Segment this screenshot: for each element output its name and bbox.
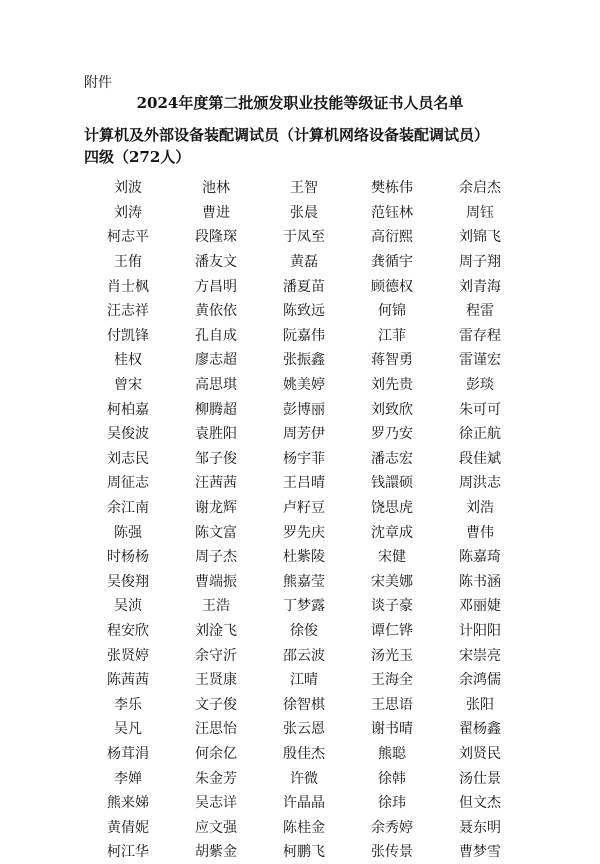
name-cell: 邓丽婕 <box>459 598 501 615</box>
name-row <box>84 544 524 569</box>
name-cell: 钱譞硕 <box>371 475 413 492</box>
name-cell: 谈子豪 <box>371 598 413 615</box>
name-cell: 熊聪 <box>378 745 406 762</box>
name-cell: 李乐 <box>114 696 142 713</box>
name-cell: 廖志超 <box>195 352 237 369</box>
name-row <box>84 691 524 716</box>
name-cell: 刘涛 <box>114 204 142 221</box>
name-cell: 江菲 <box>378 327 406 344</box>
name-cell: 余江南 <box>107 500 149 517</box>
name-row <box>84 470 524 495</box>
name-cell: 徐智棋 <box>283 696 325 713</box>
name-cell: 黄磊 <box>290 254 318 271</box>
name-cell: 周洪志 <box>459 475 501 492</box>
name-cell: 付凯锋 <box>107 327 149 344</box>
name-cell: 刘锦飞 <box>459 229 501 246</box>
name-cell: 陈书涵 <box>459 573 501 590</box>
name-cell: 程安欣 <box>107 622 149 639</box>
name-row <box>84 593 524 618</box>
name-cell: 于凤至 <box>283 229 325 246</box>
name-cell: 王智 <box>290 180 318 197</box>
name-cell: 胡紫金 <box>195 844 237 861</box>
name-cell: 饶思虎 <box>371 500 413 517</box>
name-cell: 范钰林 <box>371 204 413 221</box>
name-cell: 王侑 <box>114 254 142 271</box>
name-cell: 陈文富 <box>195 524 237 541</box>
name-cell: 汪茜茜 <box>195 475 237 492</box>
name-cell: 刘波 <box>114 180 142 197</box>
name-cell: 阮嘉伟 <box>283 327 325 344</box>
name-cell: 张传景 <box>371 844 413 861</box>
name-cell: 周子翔 <box>459 254 501 271</box>
name-cell: 陈茜茜 <box>107 672 149 689</box>
name-row <box>84 421 524 446</box>
name-row <box>84 323 524 348</box>
name-cell: 李婵 <box>114 770 142 787</box>
name-cell: 曹梦雪 <box>459 844 501 861</box>
name-cell: 卢籽豆 <box>283 500 325 517</box>
name-cell: 文子俊 <box>195 696 237 713</box>
name-row <box>84 200 524 225</box>
name-row <box>84 790 524 815</box>
name-cell: 邹子俊 <box>195 450 237 467</box>
name-row <box>84 569 524 594</box>
name-cell: 余秀婷 <box>371 819 413 836</box>
name-cell: 江晴 <box>290 672 318 689</box>
name-row <box>84 814 524 839</box>
name-cell: 徐正航 <box>459 426 501 443</box>
name-cell: 程雷 <box>466 303 494 320</box>
name-cell: 姚美婷 <box>283 377 325 394</box>
name-cell: 高思琪 <box>195 377 237 394</box>
name-cell: 许晶晶 <box>283 795 325 812</box>
name-cell: 丁梦露 <box>283 598 325 615</box>
name-cell: 潘友文 <box>195 254 237 271</box>
name-cell: 谭仁铧 <box>371 622 413 639</box>
name-cell: 孔自成 <box>195 327 237 344</box>
name-cell: 应文强 <box>195 819 237 836</box>
name-cell: 王海全 <box>371 672 413 689</box>
name-cell: 刘浩 <box>466 500 494 517</box>
name-cell: 吴志详 <box>195 795 237 812</box>
name-cell: 余守沂 <box>195 647 237 664</box>
name-cell: 吴俊波 <box>107 426 149 443</box>
name-cell: 池林 <box>202 180 230 197</box>
name-cell: 张贤婷 <box>107 647 149 664</box>
name-cell: 熊嘉莹 <box>283 573 325 590</box>
name-cell: 熊来娣 <box>107 795 149 812</box>
name-cell: 杜紫陵 <box>283 549 325 566</box>
name-cell: 罗乃安 <box>371 426 413 443</box>
name-cell: 段佳斌 <box>459 450 501 467</box>
name-cell: 周子杰 <box>195 549 237 566</box>
name-cell: 雷存程 <box>459 327 501 344</box>
name-cell: 吴浈 <box>114 598 142 615</box>
name-cell: 陈桂金 <box>283 819 325 836</box>
name-cell: 徐韩 <box>378 770 406 787</box>
name-cell: 陈致远 <box>283 303 325 320</box>
name-row <box>84 396 524 421</box>
name-cell: 王浩 <box>202 598 230 615</box>
name-cell: 聂东明 <box>459 819 501 836</box>
name-cell: 刘贤民 <box>459 745 501 762</box>
name-cell: 王贤康 <box>195 672 237 689</box>
name-row <box>84 667 524 692</box>
name-cell: 陈嘉琦 <box>459 549 501 566</box>
name-cell: 曹端振 <box>195 573 237 590</box>
name-cell: 计阳阳 <box>459 622 501 639</box>
name-row <box>84 298 524 323</box>
name-cell: 曾宋 <box>114 377 142 394</box>
name-cell: 汤光玉 <box>371 647 413 664</box>
name-row <box>84 495 524 520</box>
name-cell: 周钰 <box>466 204 494 221</box>
name-row <box>84 175 524 200</box>
name-cell: 柯江华 <box>107 844 149 861</box>
name-cell: 谢龙辉 <box>195 500 237 517</box>
name-cell: 潘夏苗 <box>283 278 325 295</box>
name-cell: 龚循宇 <box>371 254 413 271</box>
name-cell: 张晨 <box>290 204 318 221</box>
name-row <box>84 224 524 249</box>
name-cell: 余启杰 <box>459 180 501 197</box>
name-cell: 周芳伊 <box>283 426 325 443</box>
name-row <box>84 642 524 667</box>
level-title: 四级（272人） <box>84 148 191 166</box>
name-cell: 但文杰 <box>459 795 501 812</box>
name-cell: 徐玮 <box>378 795 406 812</box>
name-cell: 时杨杨 <box>107 549 149 566</box>
name-cell: 殷佳杰 <box>283 745 325 762</box>
name-cell: 朱金芳 <box>195 770 237 787</box>
name-cell: 杨宇菲 <box>283 450 325 467</box>
name-cell: 袁胜阳 <box>195 426 237 443</box>
name-cell: 彭琰 <box>466 377 494 394</box>
name-cell: 刘先贵 <box>371 377 413 394</box>
attachment-label: 附件 <box>84 75 112 91</box>
name-cell: 翟杨鑫 <box>459 721 501 738</box>
name-table <box>84 175 524 864</box>
name-row <box>84 765 524 790</box>
name-cell: 宋健 <box>378 549 406 566</box>
name-cell: 方昌明 <box>195 278 237 295</box>
name-row <box>84 618 524 643</box>
name-row <box>84 741 524 766</box>
name-cell: 许微 <box>290 770 318 787</box>
name-cell: 曹进 <box>202 204 230 221</box>
name-cell: 刘淦飞 <box>195 622 237 639</box>
name-cell: 邵云波 <box>283 647 325 664</box>
name-cell: 杨茸涓 <box>107 745 149 762</box>
name-cell: 宋崇亮 <box>459 647 501 664</box>
name-cell: 刘青海 <box>459 278 501 295</box>
name-cell: 柳腾超 <box>195 401 237 418</box>
name-cell: 柯鹏飞 <box>283 844 325 861</box>
name-cell: 彭博丽 <box>283 401 325 418</box>
name-row <box>84 273 524 298</box>
name-cell: 张阳 <box>466 696 494 713</box>
name-cell: 何锦 <box>378 303 406 320</box>
name-cell: 吴俊翔 <box>107 573 149 590</box>
name-row <box>84 519 524 544</box>
name-cell: 谢书晴 <box>371 721 413 738</box>
name-cell: 沈章成 <box>371 524 413 541</box>
name-cell: 潘志宏 <box>371 450 413 467</box>
name-row <box>84 372 524 397</box>
name-cell: 陈强 <box>114 524 142 541</box>
name-row <box>84 446 524 471</box>
name-cell: 肖士枫 <box>107 278 149 295</box>
name-table-body <box>84 175 524 864</box>
name-cell: 柯柏嘉 <box>107 401 149 418</box>
name-cell: 王吕晴 <box>283 475 325 492</box>
name-cell: 余鸿儒 <box>459 672 501 689</box>
name-cell: 徐俊 <box>290 622 318 639</box>
name-cell: 顾德权 <box>371 278 413 295</box>
name-cell: 段隆琛 <box>195 229 237 246</box>
name-cell: 黄倩妮 <box>107 819 149 836</box>
name-cell: 汪思怡 <box>195 721 237 738</box>
name-cell: 蒋智勇 <box>371 352 413 369</box>
name-cell: 吴凡 <box>114 721 142 738</box>
name-cell: 柯志平 <box>107 229 149 246</box>
name-cell: 桂权 <box>114 352 142 369</box>
name-cell: 张云恩 <box>283 721 325 738</box>
name-row <box>84 249 524 274</box>
name-cell: 罗先庆 <box>283 524 325 541</box>
section-title: 计算机及外部设备装配调试员（计算机网络设备装配调试员） <box>84 126 490 144</box>
name-row <box>84 347 524 372</box>
name-cell: 雷谨宏 <box>459 352 501 369</box>
name-cell: 黄依依 <box>195 303 237 320</box>
document-title: 2024年度第二批颁发职业技能等级证书人员名单 <box>136 94 464 112</box>
name-cell: 何余亿 <box>195 745 237 762</box>
name-cell: 刘致欣 <box>371 401 413 418</box>
name-cell: 樊栋伟 <box>371 180 413 197</box>
name-row <box>84 839 524 864</box>
name-cell: 宋美娜 <box>371 573 413 590</box>
name-row <box>84 716 524 741</box>
name-cell: 汪志祥 <box>107 303 149 320</box>
name-cell: 高衍熙 <box>371 229 413 246</box>
name-cell: 汤仕景 <box>459 770 501 787</box>
name-cell: 周征志 <box>107 475 149 492</box>
name-cell: 朱可可 <box>459 401 501 418</box>
name-cell: 曹伟 <box>466 524 494 541</box>
name-cell: 刘志民 <box>107 450 149 467</box>
name-cell: 张振鑫 <box>283 352 325 369</box>
name-cell: 王思语 <box>371 696 413 713</box>
